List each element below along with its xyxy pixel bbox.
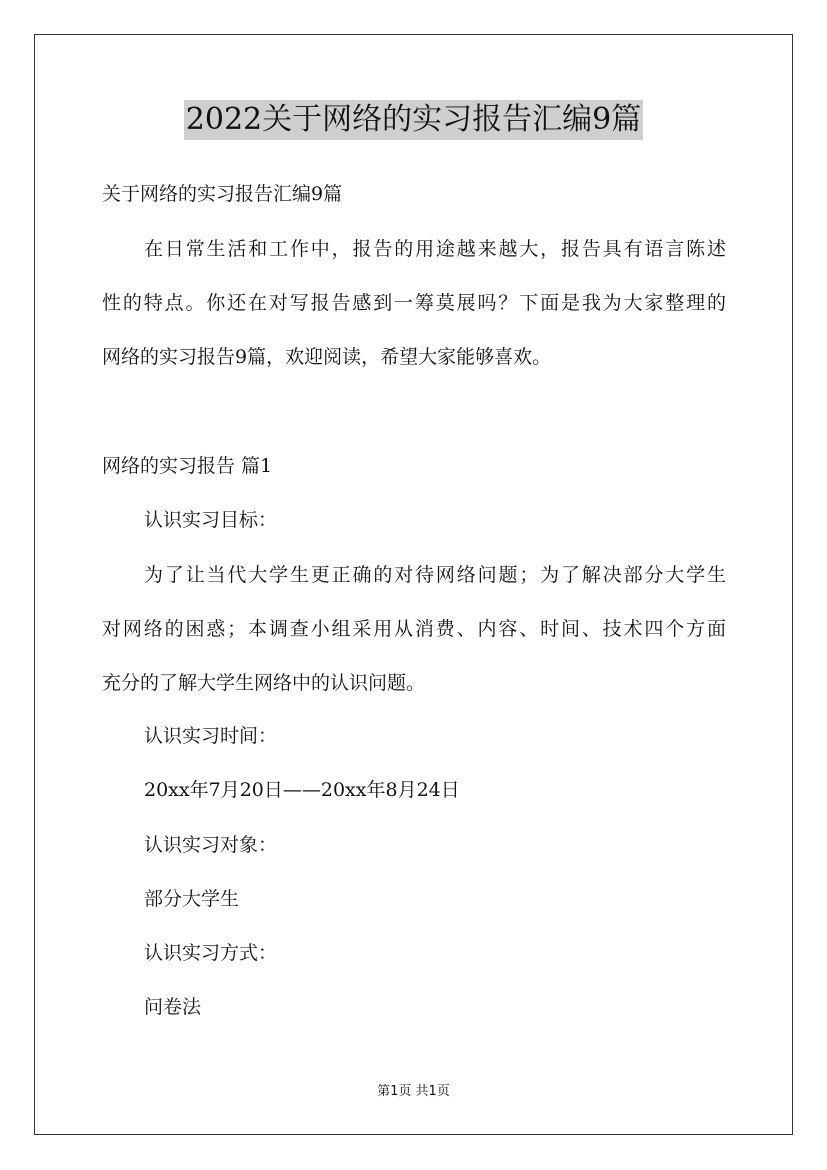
section-heading: 网络的实习报告 篇1: [102, 455, 273, 477]
object-value: 部分大学生: [144, 888, 240, 910]
document-title: 2022关于网络的实习报告汇编9篇: [184, 100, 643, 140]
time-label: 认识实习时间：: [144, 725, 278, 747]
goal-label: 认识实习目标：: [144, 509, 278, 531]
method-value: 问卷法: [144, 996, 202, 1018]
object-label: 认识实习对象：: [144, 834, 278, 856]
time-value: 20xx年7月20日——20xx年8月24日: [144, 779, 460, 801]
goal-text-line-2: 对网络的困惑；本调查小组采用从消费、内容、时间、技术四个方面: [102, 618, 726, 640]
goal-text-line-1: 为了让当代大学生更正确的对待网络问题；为了解决部分大学生: [144, 564, 726, 586]
intro-line-1: 在日常生活和工作中，报告的用途越来越大，报告具有语言陈述: [144, 238, 726, 260]
title-container: [0, 100, 827, 140]
method-label: 认识实习方式：: [144, 942, 278, 964]
intro-line-3: 网络的实习报告9篇，欢迎阅读，希望大家能够喜欢。: [102, 346, 552, 368]
page-number-footer: 第1页 共1页: [377, 1084, 450, 1099]
document-subtitle: 关于网络的实习报告汇编9篇: [102, 183, 343, 205]
goal-text-line-3: 充分的了解大学生网络中的认识问题。: [102, 672, 426, 694]
intro-line-2: 性的特点。你还在对写报告感到一筹莫展吗？下面是我为大家整理的: [102, 292, 726, 314]
